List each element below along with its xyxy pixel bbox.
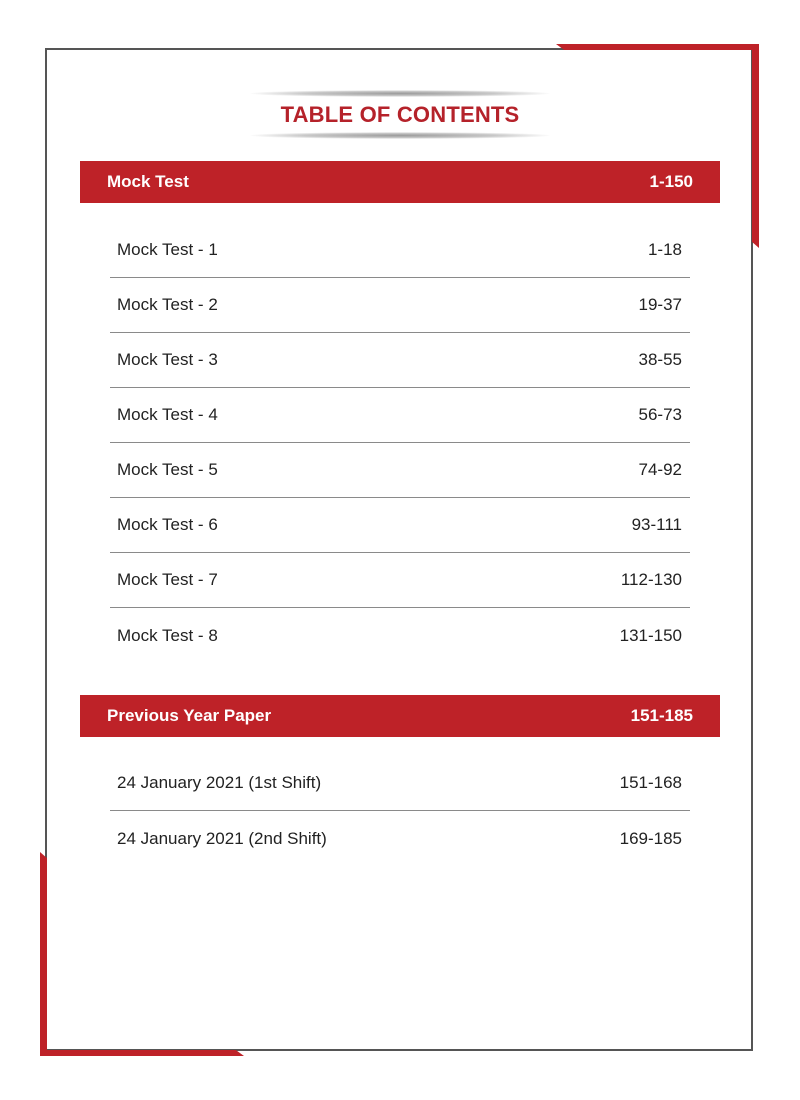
entry-pages: 74-92 (638, 460, 682, 479)
section-header-mock-test[interactable] (80, 161, 720, 203)
entry-label: Mock Test - 5 (117, 460, 218, 479)
entry-label: Mock Test - 4 (117, 405, 218, 424)
title-rule-bottom (250, 132, 550, 139)
section-name: Previous Year Paper (107, 706, 272, 725)
entry-list-previous-year-paper (110, 756, 690, 866)
corner-accent-bottom-left (40, 1050, 244, 1056)
entry-pages: 131-150 (619, 625, 682, 645)
entry-label: 24 January 2021 (1st Shift) (117, 773, 322, 792)
entry-list-mock-test (110, 223, 690, 663)
toc-entry-previous-year-1[interactable] (110, 756, 690, 811)
entry-pages: 112-130 (620, 570, 682, 589)
toc-entry-mock-test-1[interactable] (110, 223, 690, 278)
toc-entry-previous-year-2[interactable] (110, 811, 690, 866)
entry-label: Mock Test - 8 (117, 625, 218, 645)
section-pages: 151-185 (630, 706, 693, 725)
section-header-previous-year-paper[interactable] (80, 695, 720, 737)
corner-accent-left (40, 852, 47, 1056)
entry-pages: 56-73 (638, 405, 682, 424)
entry-label: Mock Test - 1 (117, 240, 218, 259)
entry-label: 24 January 2021 (2nd Shift) (117, 828, 327, 848)
entry-label: Mock Test - 6 (117, 515, 218, 534)
toc-entry-mock-test-7[interactable] (110, 553, 690, 608)
toc-entry-mock-test-5[interactable] (110, 443, 690, 498)
toc-entry-mock-test-6[interactable] (110, 498, 690, 553)
corner-accent-right (752, 44, 759, 248)
entry-pages: 19-37 (638, 295, 682, 314)
entry-label: Mock Test - 3 (117, 350, 218, 369)
entry-pages: 93-111 (631, 515, 682, 534)
toc-entry-mock-test-3[interactable] (110, 333, 690, 388)
entry-pages: 38-55 (638, 350, 682, 369)
page-title: TABLE OF CONTENTS (280, 102, 520, 127)
entry-label: Mock Test - 7 (117, 570, 218, 589)
title-rule-top (250, 90, 550, 97)
section-name: Mock Test (107, 172, 189, 191)
toc-entry-mock-test-8[interactable] (110, 608, 690, 663)
toc-entry-mock-test-4[interactable] (110, 388, 690, 443)
entry-pages: 169-185 (619, 828, 682, 848)
title-block (250, 88, 550, 142)
toc-entry-mock-test-2[interactable] (110, 278, 690, 333)
corner-accent-top-right (556, 44, 759, 50)
entry-label: Mock Test - 2 (117, 295, 218, 314)
section-pages: 1-150 (649, 172, 693, 191)
entry-pages: 1-18 (647, 240, 682, 259)
entry-pages: 151-168 (619, 773, 682, 792)
